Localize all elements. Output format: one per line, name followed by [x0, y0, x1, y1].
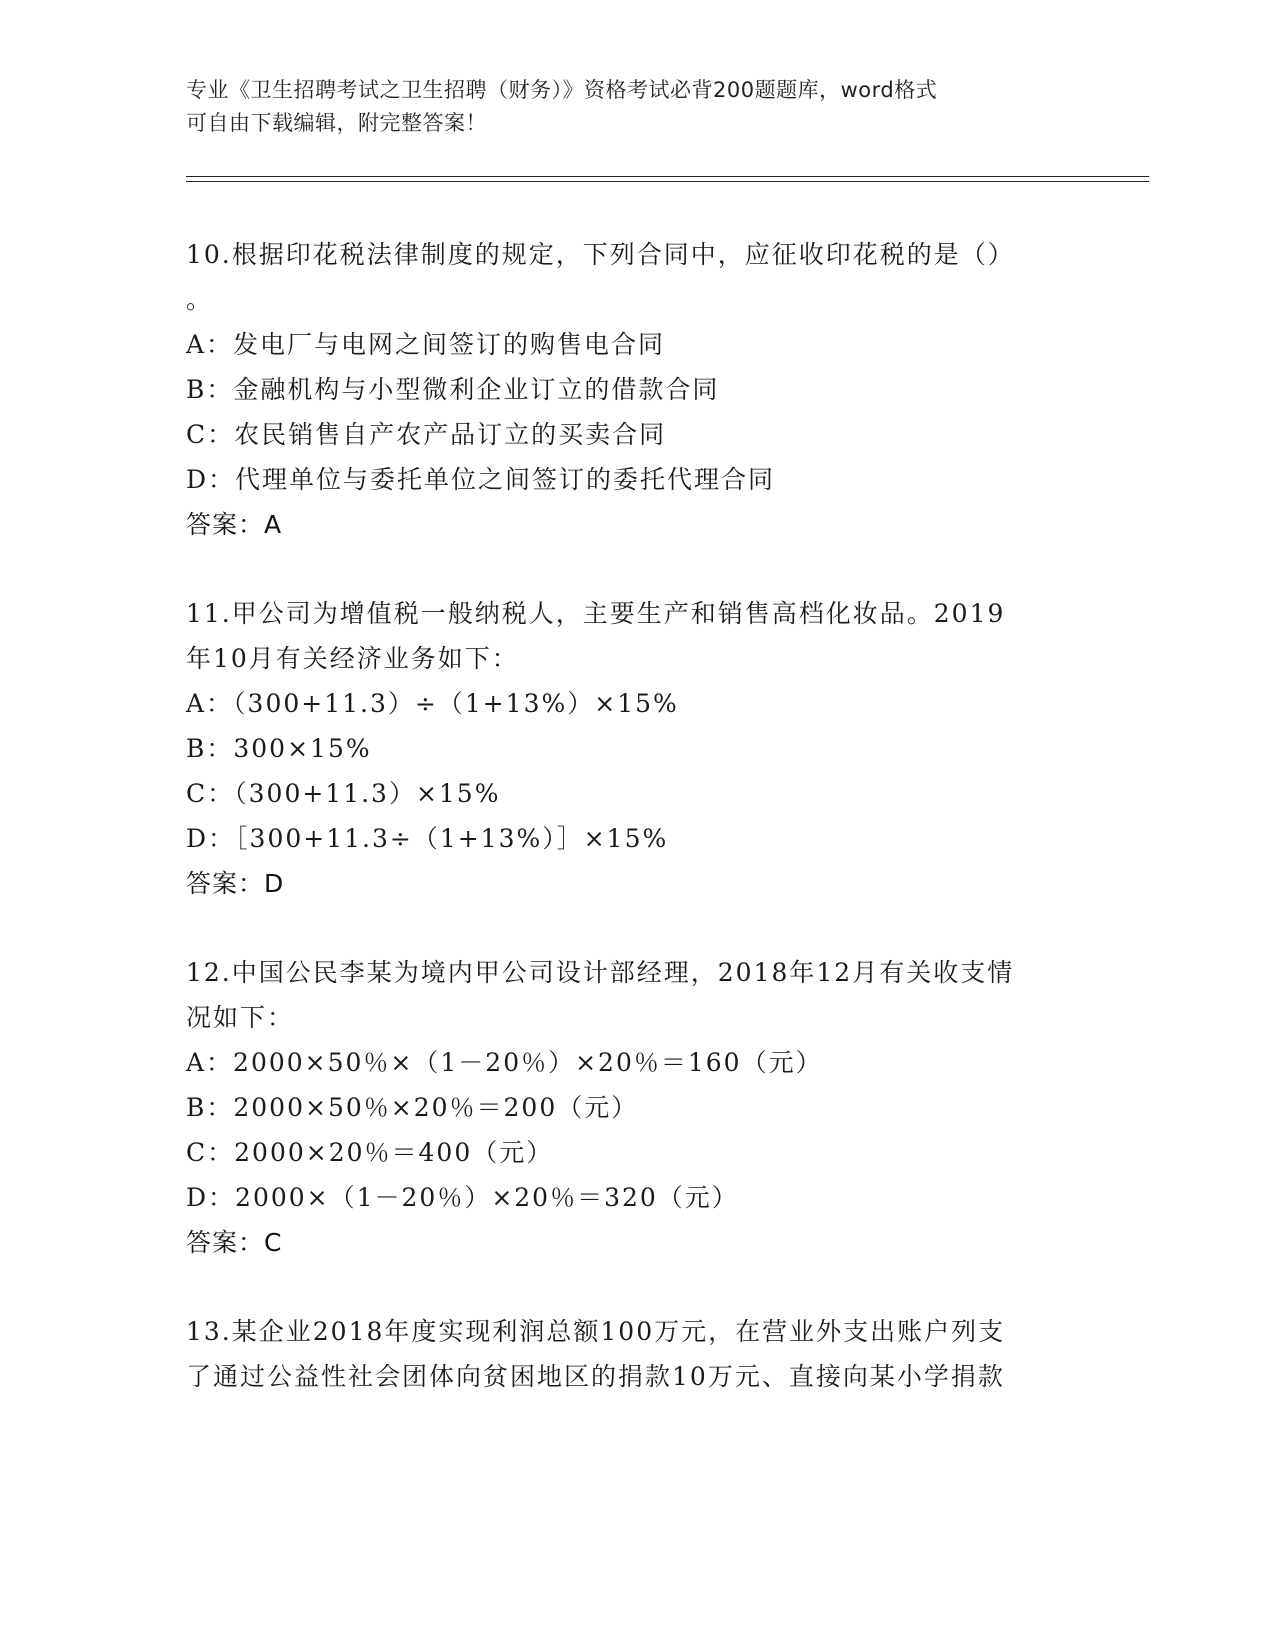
question-stem: 了通过公益性社会团体向贫困地区的捐款10万元、直接向某小学捐款	[186, 1362, 1005, 1391]
option-a: A：（300+11.3）÷（1+13%）×15%	[186, 689, 679, 718]
question-stem: 10.根据印花税法律制度的规定，下列合同中，应征收印花税的是（）	[186, 240, 1015, 269]
header-divider	[186, 181, 1149, 182]
option-c: C：2000×20％＝400（元）	[186, 1138, 554, 1167]
option-b: B：300×15%	[186, 734, 372, 763]
header-divider	[186, 176, 1149, 177]
question-stem: 况如下：	[186, 1003, 295, 1032]
question-stem: 年10月有关经济业务如下：	[186, 644, 519, 673]
answer-line: 答案：D	[186, 869, 285, 898]
question-item	[186, 950, 1066, 1265]
option-a: A：2000×50％×（1－20％）×20％＝160（元）	[186, 1048, 823, 1077]
question-item	[186, 591, 1066, 906]
answer-line: 答案：A	[186, 510, 283, 539]
option-d: D：［300+11.3÷（1+13%）］×15%	[186, 824, 669, 853]
question-stem: 。	[186, 285, 214, 314]
question-stem: 12.中国公民李某为境内甲公司设计部经理，2018年12月有关收支情	[186, 958, 1015, 987]
document-header	[186, 74, 1066, 140]
option-a: A：发电厂与电网之间签订的购售电合同	[186, 330, 666, 359]
option-d: D：代理单位与委托单位之间签订的委托代理合同	[186, 465, 776, 494]
header-line: 可自由下载编辑，附完整答案！	[186, 111, 487, 135]
option-b: B：金融机构与小型微利企业订立的借款合同	[186, 375, 720, 404]
question-item	[186, 232, 1066, 547]
question-list	[186, 232, 1066, 1443]
option-c: C：农民销售自产农产品订立的买卖合同	[186, 420, 667, 449]
option-d: D：2000×（1－20％）×20％＝320（元）	[186, 1183, 739, 1212]
option-c: C：（300+11.3）×15%	[186, 779, 501, 808]
question-item	[186, 1309, 1066, 1399]
option-b: B：2000×50％×20％＝200（元）	[186, 1093, 639, 1122]
question-stem: 11.甲公司为增值税一般纳税人，主要生产和销售高档化妆品。2019	[186, 599, 1006, 628]
header-line: 专业《卫生招聘考试之卫生招聘（财务）》资格考试必背200题题库，word格式	[186, 78, 938, 102]
answer-line: 答案：C	[186, 1228, 283, 1257]
question-stem: 13.某企业2018年度实现利润总额100万元，在营业外支出账户列支	[186, 1317, 1006, 1346]
